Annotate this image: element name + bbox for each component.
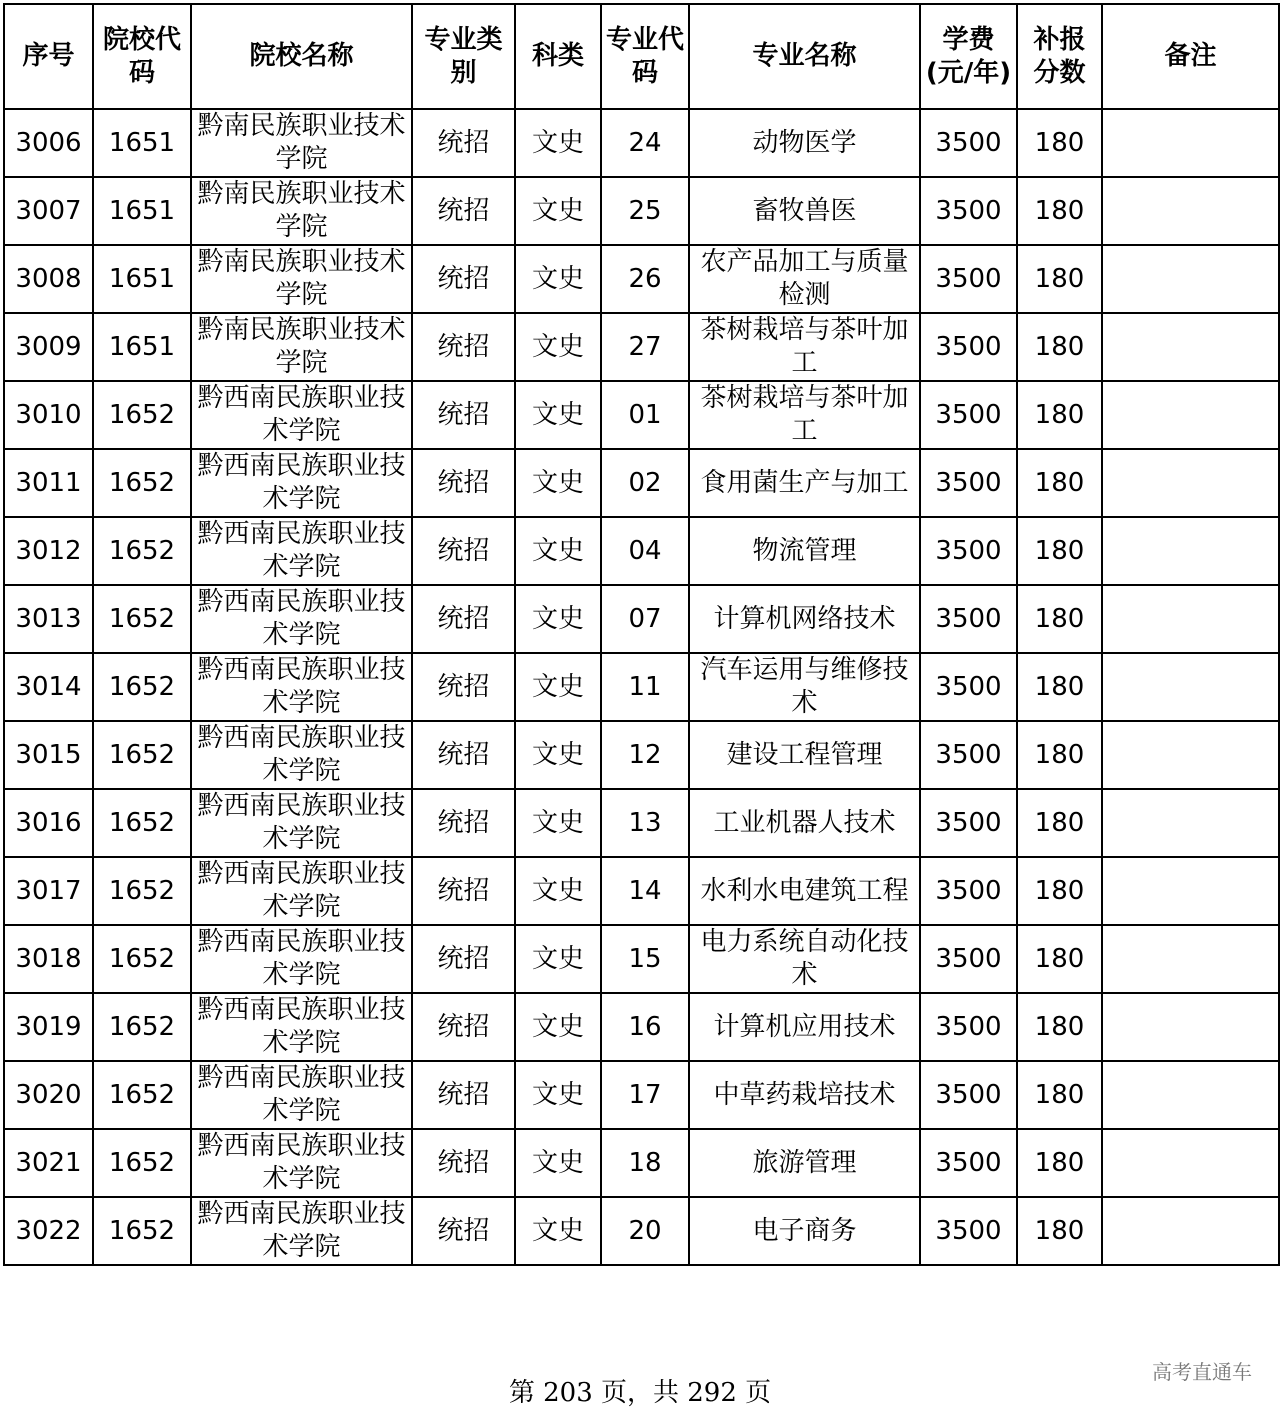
school-name-cell: 黔西南民族职业技术学院 xyxy=(191,517,412,585)
major-name-cell: 食用菌生产与加工 xyxy=(689,449,920,517)
subject-cell: 文史 xyxy=(515,177,601,245)
table-row xyxy=(4,1129,1279,1197)
major-type-cell: 统招 xyxy=(412,449,515,517)
score-cell: 180 xyxy=(1017,857,1102,925)
school-code-cell: 1651 xyxy=(93,245,191,313)
school-name-cell: 黔西南民族职业技术学院 xyxy=(191,1129,412,1197)
school-code-cell: 1651 xyxy=(93,313,191,381)
major-code-cell: 01 xyxy=(601,381,689,449)
remarks-cell xyxy=(1102,857,1279,925)
tuition-cell: 3500 xyxy=(920,993,1017,1061)
school-name-cell: 黔西南民族职业技术学院 xyxy=(191,1061,412,1129)
major-name-cell: 电子商务 xyxy=(689,1197,920,1265)
admissions-table xyxy=(3,3,1280,1266)
subject-cell: 文史 xyxy=(515,721,601,789)
school-code-cell: 1652 xyxy=(93,993,191,1061)
serial-cell: 3009 xyxy=(4,313,93,381)
school-code-cell: 1652 xyxy=(93,721,191,789)
major-code-cell: 12 xyxy=(601,721,689,789)
tuition-cell: 3500 xyxy=(920,109,1017,177)
major-code-cell: 24 xyxy=(601,109,689,177)
major-name-cell: 中草药栽培技术 xyxy=(689,1061,920,1129)
remarks-cell xyxy=(1102,381,1279,449)
school-name-cell: 黔西南民族职业技术学院 xyxy=(191,1197,412,1265)
major-type-cell: 统招 xyxy=(412,517,515,585)
serial-cell: 3007 xyxy=(4,177,93,245)
col-major-name-header: 专业名称 xyxy=(689,4,920,109)
major-code-cell: 15 xyxy=(601,925,689,993)
col-major-type-header: 专业类别 xyxy=(412,4,515,109)
tuition-cell: 3500 xyxy=(920,585,1017,653)
school-code-cell: 1652 xyxy=(93,653,191,721)
serial-cell: 3008 xyxy=(4,245,93,313)
serial-cell: 3014 xyxy=(4,653,93,721)
serial-cell: 3019 xyxy=(4,993,93,1061)
tuition-cell: 3500 xyxy=(920,789,1017,857)
score-cell: 180 xyxy=(1017,1197,1102,1265)
subject-cell: 文史 xyxy=(515,245,601,313)
serial-cell: 3011 xyxy=(4,449,93,517)
major-code-cell: 13 xyxy=(601,789,689,857)
table-row xyxy=(4,653,1279,721)
tuition-cell: 3500 xyxy=(920,313,1017,381)
major-code-cell: 27 xyxy=(601,313,689,381)
serial-cell: 3010 xyxy=(4,381,93,449)
major-name-cell: 电力系统自动化技术 xyxy=(689,925,920,993)
table-body xyxy=(4,109,1279,1265)
school-name-cell: 黔西南民族职业技术学院 xyxy=(191,381,412,449)
major-code-cell: 20 xyxy=(601,1197,689,1265)
major-type-cell: 统招 xyxy=(412,1129,515,1197)
major-type-cell: 统招 xyxy=(412,789,515,857)
remarks-cell xyxy=(1102,653,1279,721)
subject-cell: 文史 xyxy=(515,449,601,517)
col-major-code-header: 专业代码 xyxy=(601,4,689,109)
remarks-cell xyxy=(1102,449,1279,517)
score-cell: 180 xyxy=(1017,177,1102,245)
table-row xyxy=(4,1061,1279,1129)
school-code-cell: 1652 xyxy=(93,1061,191,1129)
school-name-cell: 黔西南民族职业技术学院 xyxy=(191,925,412,993)
tuition-cell: 3500 xyxy=(920,925,1017,993)
col-remarks-header: 备注 xyxy=(1102,4,1279,109)
remarks-cell xyxy=(1102,1129,1279,1197)
school-name-cell: 黔南民族职业技术学院 xyxy=(191,313,412,381)
table-row xyxy=(4,381,1279,449)
major-type-cell: 统招 xyxy=(412,177,515,245)
school-name-cell: 黔西南民族职业技术学院 xyxy=(191,789,412,857)
table-row xyxy=(4,993,1279,1061)
school-name-cell: 黔西南民族职业技术学院 xyxy=(191,721,412,789)
table-row xyxy=(4,109,1279,177)
score-cell: 180 xyxy=(1017,789,1102,857)
score-cell: 180 xyxy=(1017,721,1102,789)
school-name-cell: 黔西南民族职业技术学院 xyxy=(191,857,412,925)
tuition-cell: 3500 xyxy=(920,721,1017,789)
major-type-cell: 统招 xyxy=(412,585,515,653)
remarks-cell xyxy=(1102,109,1279,177)
school-name-cell: 黔西南民族职业技术学院 xyxy=(191,653,412,721)
major-code-cell: 02 xyxy=(601,449,689,517)
subject-cell: 文史 xyxy=(515,1129,601,1197)
tuition-cell: 3500 xyxy=(920,177,1017,245)
serial-cell: 3018 xyxy=(4,925,93,993)
major-name-cell: 茶树栽培与茶叶加工 xyxy=(689,381,920,449)
table-row xyxy=(4,177,1279,245)
tuition-cell: 3500 xyxy=(920,857,1017,925)
major-name-cell: 建设工程管理 xyxy=(689,721,920,789)
table-row xyxy=(4,789,1279,857)
remarks-cell xyxy=(1102,313,1279,381)
score-cell: 180 xyxy=(1017,585,1102,653)
score-cell: 180 xyxy=(1017,993,1102,1061)
major-name-cell: 水利水电建筑工程 xyxy=(689,857,920,925)
major-name-cell: 计算机应用技术 xyxy=(689,993,920,1061)
table-header-row xyxy=(4,4,1279,109)
major-type-cell: 统招 xyxy=(412,857,515,925)
serial-cell: 3015 xyxy=(4,721,93,789)
col-school-name-header: 院校名称 xyxy=(191,4,412,109)
subject-cell: 文史 xyxy=(515,313,601,381)
major-type-cell: 统招 xyxy=(412,109,515,177)
serial-cell: 3016 xyxy=(4,789,93,857)
school-name-cell: 黔西南民族职业技术学院 xyxy=(191,585,412,653)
tuition-cell: 3500 xyxy=(920,245,1017,313)
school-name-cell: 黔南民族职业技术学院 xyxy=(191,109,412,177)
major-type-cell: 统招 xyxy=(412,993,515,1061)
serial-cell: 3017 xyxy=(4,857,93,925)
tuition-cell: 3500 xyxy=(920,1197,1017,1265)
remarks-cell xyxy=(1102,721,1279,789)
major-type-cell: 统招 xyxy=(412,1061,515,1129)
school-code-cell: 1652 xyxy=(93,789,191,857)
school-code-cell: 1651 xyxy=(93,109,191,177)
major-code-cell: 16 xyxy=(601,993,689,1061)
table-row xyxy=(4,721,1279,789)
subject-cell: 文史 xyxy=(515,993,601,1061)
remarks-cell xyxy=(1102,789,1279,857)
table-row xyxy=(4,245,1279,313)
school-code-cell: 1652 xyxy=(93,857,191,925)
remarks-cell xyxy=(1102,993,1279,1061)
school-code-cell: 1652 xyxy=(93,585,191,653)
remarks-cell xyxy=(1102,925,1279,993)
table-row xyxy=(4,449,1279,517)
major-code-cell: 18 xyxy=(601,1129,689,1197)
col-subject-header: 科类 xyxy=(515,4,601,109)
major-code-cell: 25 xyxy=(601,177,689,245)
school-name-cell: 黔南民族职业技术学院 xyxy=(191,177,412,245)
table-row xyxy=(4,925,1279,993)
subject-cell: 文史 xyxy=(515,381,601,449)
tuition-cell: 3500 xyxy=(920,517,1017,585)
remarks-cell xyxy=(1102,1197,1279,1265)
subject-cell: 文史 xyxy=(515,925,601,993)
col-score-header: 补报分数 xyxy=(1017,4,1102,109)
score-cell: 180 xyxy=(1017,653,1102,721)
major-name-cell: 工业机器人技术 xyxy=(689,789,920,857)
serial-cell: 3012 xyxy=(4,517,93,585)
major-code-cell: 07 xyxy=(601,585,689,653)
col-school-code-header: 院校代码 xyxy=(93,4,191,109)
score-cell: 180 xyxy=(1017,925,1102,993)
major-name-cell: 动物医学 xyxy=(689,109,920,177)
subject-cell: 文史 xyxy=(515,1061,601,1129)
major-type-cell: 统招 xyxy=(412,381,515,449)
subject-cell: 文史 xyxy=(515,517,601,585)
major-type-cell: 统招 xyxy=(412,653,515,721)
table-row xyxy=(4,857,1279,925)
school-code-cell: 1652 xyxy=(93,517,191,585)
page-footer: 第 203 页，共 292 页 xyxy=(508,1378,772,1408)
school-code-cell: 1652 xyxy=(93,925,191,993)
score-cell: 180 xyxy=(1017,381,1102,449)
table-row xyxy=(4,313,1279,381)
tuition-cell: 3500 xyxy=(920,381,1017,449)
major-name-cell: 茶树栽培与茶叶加工 xyxy=(689,313,920,381)
subject-cell: 文史 xyxy=(515,1197,601,1265)
school-code-cell: 1652 xyxy=(93,381,191,449)
major-name-cell: 物流管理 xyxy=(689,517,920,585)
tuition-cell: 3500 xyxy=(920,449,1017,517)
serial-cell: 3006 xyxy=(4,109,93,177)
tuition-cell: 3500 xyxy=(920,1129,1017,1197)
major-code-cell: 04 xyxy=(601,517,689,585)
remarks-cell xyxy=(1102,585,1279,653)
serial-cell: 3020 xyxy=(4,1061,93,1129)
table-row xyxy=(4,1197,1279,1265)
school-code-cell: 1652 xyxy=(93,449,191,517)
serial-cell: 3021 xyxy=(4,1129,93,1197)
major-code-cell: 11 xyxy=(601,653,689,721)
score-cell: 180 xyxy=(1017,109,1102,177)
school-name-cell: 黔西南民族职业技术学院 xyxy=(191,449,412,517)
major-name-cell: 旅游管理 xyxy=(689,1129,920,1197)
subject-cell: 文史 xyxy=(515,857,601,925)
score-cell: 180 xyxy=(1017,517,1102,585)
remarks-cell xyxy=(1102,177,1279,245)
col-serial-header: 序号 xyxy=(4,4,93,109)
subject-cell: 文史 xyxy=(515,109,601,177)
school-code-cell: 1651 xyxy=(93,177,191,245)
major-code-cell: 14 xyxy=(601,857,689,925)
tuition-cell: 3500 xyxy=(920,653,1017,721)
remarks-cell xyxy=(1102,517,1279,585)
tuition-cell: 3500 xyxy=(920,1061,1017,1129)
watermark-text: 高考直通车 xyxy=(1152,1360,1252,1384)
major-name-cell: 畜牧兽医 xyxy=(689,177,920,245)
col-tuition-header: 学费(元/年) xyxy=(920,4,1017,109)
serial-cell: 3013 xyxy=(4,585,93,653)
major-type-cell: 统招 xyxy=(412,1197,515,1265)
school-code-cell: 1652 xyxy=(93,1129,191,1197)
school-name-cell: 黔西南民族职业技术学院 xyxy=(191,993,412,1061)
remarks-cell xyxy=(1102,1061,1279,1129)
table-row xyxy=(4,517,1279,585)
serial-cell: 3022 xyxy=(4,1197,93,1265)
score-cell: 180 xyxy=(1017,1129,1102,1197)
subject-cell: 文史 xyxy=(515,789,601,857)
major-type-cell: 统招 xyxy=(412,925,515,993)
major-name-cell: 农产品加工与质量检测 xyxy=(689,245,920,313)
score-cell: 180 xyxy=(1017,245,1102,313)
major-name-cell: 计算机网络技术 xyxy=(689,585,920,653)
major-name-cell: 汽车运用与维修技术 xyxy=(689,653,920,721)
major-type-cell: 统招 xyxy=(412,721,515,789)
school-code-cell: 1652 xyxy=(93,1197,191,1265)
major-code-cell: 26 xyxy=(601,245,689,313)
score-cell: 180 xyxy=(1017,1061,1102,1129)
school-name-cell: 黔南民族职业技术学院 xyxy=(191,245,412,313)
score-cell: 180 xyxy=(1017,449,1102,517)
major-code-cell: 17 xyxy=(601,1061,689,1129)
score-cell: 180 xyxy=(1017,313,1102,381)
table-row xyxy=(4,585,1279,653)
subject-cell: 文史 xyxy=(515,585,601,653)
subject-cell: 文史 xyxy=(515,653,601,721)
major-type-cell: 统招 xyxy=(412,245,515,313)
major-type-cell: 统招 xyxy=(412,313,515,381)
remarks-cell xyxy=(1102,245,1279,313)
